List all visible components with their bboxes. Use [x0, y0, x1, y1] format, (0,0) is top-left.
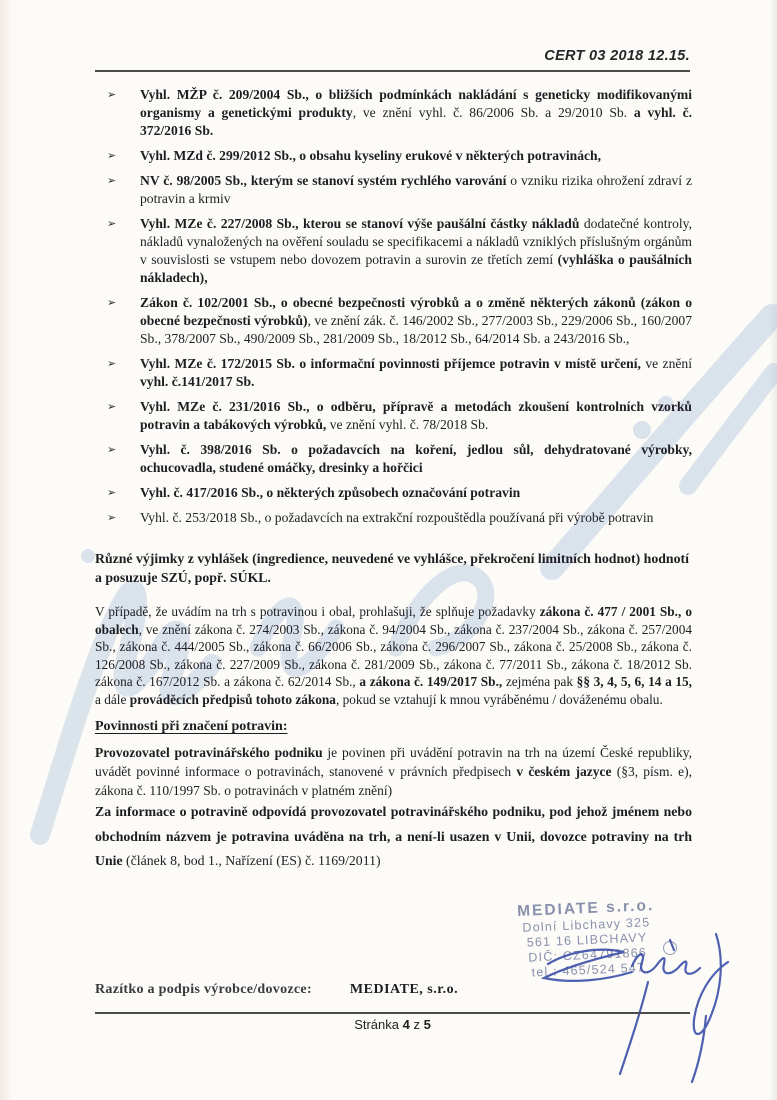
regulation-item: [95, 86, 692, 140]
regulation-text: Vyhl. MZd č. 299/2012 Sb., o obsahu kyseliny erukové v některých potravinách,: [140, 148, 601, 163]
footer-rule: [95, 1012, 690, 1014]
bullet-arrow-icon: ➢: [107, 400, 117, 413]
packaging-declaration: V případě, že uvádím na trh s potravinou i obal, prohlašuji, že splňuje požadavky zákona č. 477 / 2001 Sb., o obalech, ve znění zákona č. 274/2003 Sb., zákona č. 94/2004 Sb., zákona č. 237/2004 Sb., zákona č. 257/2004 Sb., zákona č. 444/2005 Sb., zákona č. 66/2006 Sb., zákona č. 296/2007 Sb., zákona č. 25/2008 Sb., zákona č. 126/2008 Sb., zákona č. 227/2009 Sb., zákona č. 281/2009 Sb., zákona č. 77/2011 Sb., zákona č. 18/2012 Sb. zákona č. 167/2012 Sb. a zákona č. 62/2014 Sb., a zákona č. 149/2017 Sb., zejména pak §§ 3, 4, 5, 6, 14 a 15, a dále prováděcích předpisů tohoto zákona, pokud se vztahují k mnou vyráběnému / dováženému obalu.: [95, 604, 692, 707]
bullet-arrow-icon: ➢: [107, 88, 117, 101]
header-rule: [95, 70, 690, 72]
bullet-arrow-icon: ➢: [107, 174, 117, 187]
regulation-text: Vyhl. MZe č. 172/2015 Sb. o informační povinnosti příjemce potravin v místě určení, ve znění vyhl. č.141/2017 Sb.: [140, 356, 692, 389]
scan-edge-left: [0, 0, 14, 1100]
regulation-item: [95, 215, 692, 287]
regulation-item: [95, 172, 692, 208]
page-number: Stránka 4 z 5: [354, 1017, 431, 1032]
bullet-arrow-icon: ➢: [107, 149, 117, 162]
regulation-text: Vyhl. č. 253/2018 Sb., o požadavcích na extrakční rozpouštědla používaná při výrobě potravin: [140, 510, 654, 525]
regulation-item: [95, 147, 692, 165]
regulation-item: [95, 509, 692, 527]
bullet-arrow-icon: ➢: [107, 511, 117, 524]
bullet-arrow-icon: ➢: [107, 443, 117, 456]
stamp-tax-id: DIČ: CZ64791866: [528, 945, 648, 965]
regulation-item: [95, 355, 692, 391]
regulation-text: NV č. 98/2005 Sb., kterým se stanoví systém rychlého varování o vzniku rizika ohrožení zdraví z potravin a krmiv: [140, 173, 692, 206]
bullet-arrow-icon: ➢: [107, 217, 117, 230]
stamp-phone: tel.: 465/524 547: [531, 960, 646, 980]
operator-obligation-paragraph: Provozovatel potravinářského podniku je povinen při uvádění potravin na trh na území České republiky, uvádět povinné informace o potravinách, stanovené v právních předpisech v českém jazyce (§3, písm. e), zákona č. 110/1997 Sb. o potravinách v platném znění): [95, 745, 692, 798]
regulation-text: Zákon č. 102/2001 Sb., o obecné bezpečnosti výrobků a o změně některých zákonů (zákon o obecné bezpečnosti výrobků), ve znění zák. č. 146/2002 Sb., 277/2003 Sb., 229/2006 Sb., 160/2007 Sb., 378/2007 Sb., 490/2009 Sb., 281/2009 Sb., 18/2012 Sb., 64/2014 Sb. a 243/2016 Sb.,: [140, 295, 692, 346]
regulation-item: [95, 441, 692, 477]
regulation-item: [95, 398, 692, 434]
regulation-list: [95, 86, 692, 534]
regulation-text: Vyhl. MZe č. 227/2008 Sb., kterou se stanoví výše paušální částky nákladů dodatečné kontroly, nákladů vynaložených na ověření souladu se specifikacemi a nákladů vzniklých příslušným orgánům v souvislosti se vstupem nebo dovozem potravin a surovin ze třetích zemí (vyhláška o paušálních nákladech),: [140, 216, 692, 285]
regulation-item: [95, 484, 692, 502]
responsibility-paragraph: Za informace o potravině odpovídá provozovatel potravinářského podniku, pod jehož jménem nebo obchodním názvem je potravina uváděna na trh, a není-li usazen v Unii, dovozce potraviny na trh Unie (článek 8, bod 1., Nařízení (ES) č. 1169/2011): [95, 804, 692, 868]
labeling-duties-heading: Povinnosti při značení potravin:: [95, 719, 288, 734]
regulation-text: Vyhl. MŽP č. 209/2004 Sb., o bližších podmínkách nakládání s geneticky modifikovanými organismy a genetickými produkty, ve znění vyhl. č. 86/2006 Sb. a 29/2010 Sb. a vyhl. č. 372/2016 Sb.: [140, 87, 693, 138]
regulation-text: Vyhl. č. 417/2016 Sb., o některých způsobech označování potravin: [140, 485, 521, 500]
bullet-arrow-icon: ➢: [107, 357, 117, 370]
bullet-arrow-icon: ➢: [107, 486, 117, 499]
scan-edge-right: [769, 0, 777, 1100]
document-code: CERT 03 2018 12.15.: [544, 48, 690, 64]
stamp-company-name: MEDIATE s.r.o.: [516, 897, 655, 921]
stamp-city: 561 16 LIBCHAVY: [526, 930, 648, 950]
regulation-text: Vyhl. MZe č. 231/2016 Sb., o odběru, přípravě a metodách zkoušení kontrolních vzorků potravin a tabákových výrobků, ve znění vyhl. č. 78/2018 Sb.: [140, 399, 692, 432]
bullet-arrow-icon: ➢: [107, 296, 117, 309]
signature-row: [95, 980, 692, 998]
exceptions-note: Různé výjimky z vyhlášek (ingredience, neuvedené ve vyhlášce, překročení limitních hodnot) hodnotí a posuzuje SZÚ, popř. SÚKL.: [95, 551, 689, 585]
signature-company: MEDIATE, s.r.o.: [349, 982, 459, 997]
regulation-text: Vyhl. č. 398/2016 Sb. o požadavcích na koření, jedlou sůl, dehydratované výrobky, ochucovadla, studené omáčky, dresinky a hořčici: [140, 442, 692, 475]
stamp-street: Dolní Libchavy 325: [522, 915, 651, 935]
signature-label: Razítko a podpis výrobce/dovozce:: [95, 982, 312, 997]
regulation-item: [95, 294, 692, 348]
